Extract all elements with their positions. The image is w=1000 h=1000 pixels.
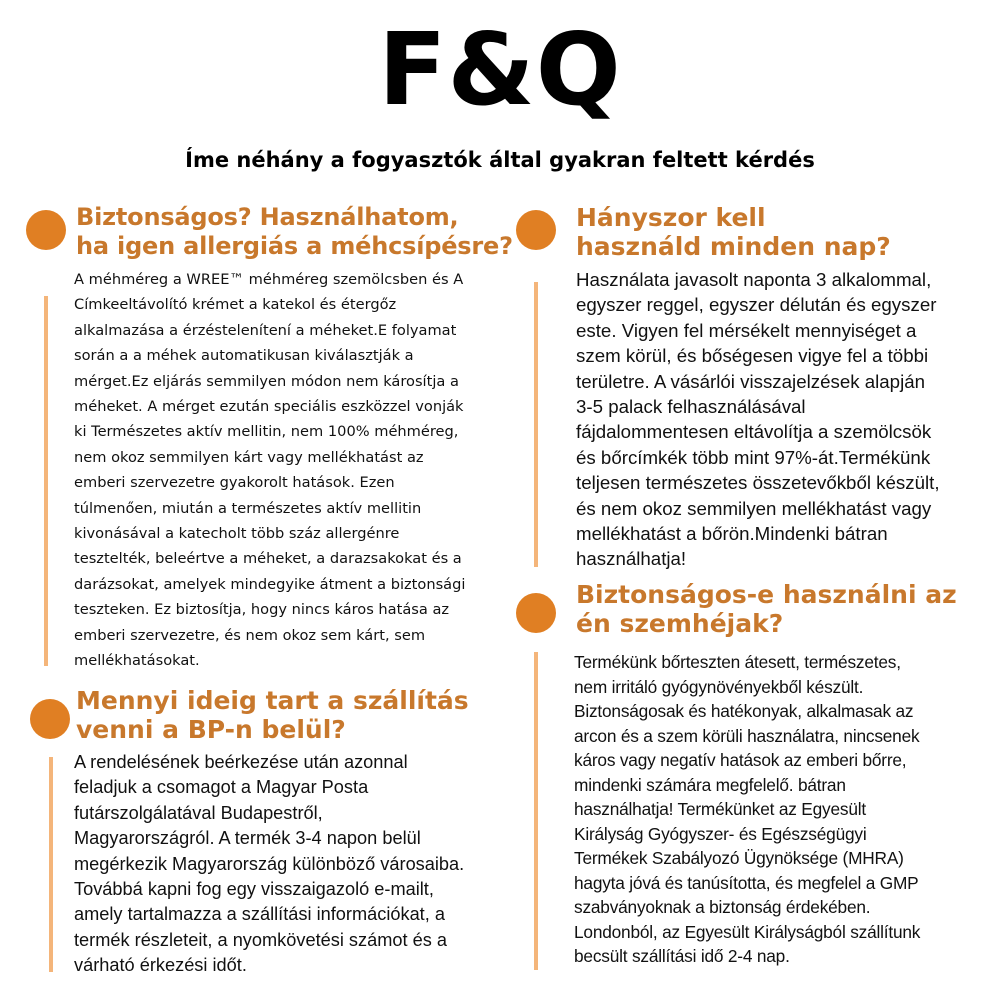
answer-line: termék részleteit, a nyomkövetési számot és a: [74, 929, 447, 950]
page-subtitle: Íme néhány a fogyasztók által gyakran feltett kérdés: [185, 148, 815, 172]
answer-line: túlmenően, miután a természetes aktív mellitin: [74, 499, 422, 517]
answer-line: futárszolgálatával Budapestről,: [74, 802, 323, 823]
answer-line: arcon és a szem körüli használatra, nincsenek: [574, 725, 920, 746]
answer-line: feladjuk a csomagot a Magyar Posta: [74, 777, 369, 798]
answer-line: Termékünk bőrteszten átesett, természetes,: [574, 652, 901, 672]
answer-line: területre. A vásárlói visszajelzések alapján: [576, 370, 926, 392]
answer-line: mellékhatásokat.: [74, 652, 200, 670]
answer-line: Londonból, az Egyesült Királyságból szállítunk: [574, 921, 921, 942]
answer-line: során a a méhek automatikusan kiválasztják a: [74, 347, 414, 365]
faq-question-2: [576, 203, 891, 261]
answer-line: Biztonságosak és hatékonyak, alkalmasak az: [574, 701, 914, 721]
answer-line: ki Természetes aktív mellitin, nem 100% méhméreg,: [74, 423, 459, 441]
accent-bar: [534, 282, 538, 567]
answer-line: és nem okoz semmilyen mellékhatást vagy: [576, 497, 932, 519]
bullet-dot-icon: [516, 210, 556, 250]
answer-line: egyszer reggel, egyszer délután és egyszer: [576, 294, 937, 316]
answer-line: Magyarországról. A termék 3-4 napon belül: [74, 828, 421, 849]
question-line: Biztonságos-e használni az: [576, 580, 957, 609]
bullet-dot-icon: [26, 210, 66, 250]
answer-line: megérkezik Magyarország különböző városaiba.: [74, 853, 465, 874]
answer-line: szabványoknak a biztonság érdekében.: [574, 897, 871, 917]
question-line: én szemhéjak?: [576, 609, 784, 638]
question-line: Mennyi ideig tart a szállítás: [76, 686, 469, 715]
answer-line: fájdalommentesen eltávolítja a szemölcsök: [576, 421, 932, 443]
answer-line: Továbbá kapni fog egy visszaigazoló e-mailt,: [74, 879, 434, 900]
answer-line: használhatja! Termékünket az Egyesült: [574, 799, 866, 819]
faq-answer-2: [576, 267, 996, 572]
bullet-dot-icon: [516, 593, 556, 633]
question-line: Biztonságos? Használhatom,: [76, 203, 459, 231]
answer-line: szem körül, és bőségesen vigye fel a többi: [576, 345, 929, 367]
answer-line: Királyság Gyógyszer- és Egészségügyi: [574, 823, 867, 844]
answer-line: nem irritáló gyógynövényekből készült.: [574, 676, 864, 697]
answer-line: mindenki számára megfelelő. bátran: [574, 774, 846, 795]
page-title: F&Q: [378, 11, 622, 128]
faq-question-1: [76, 203, 513, 261]
accent-bar: [44, 296, 48, 666]
question-line: venni a BP-n belül?: [76, 715, 346, 744]
question-line: ha igen allergiás a méhcsípésre?: [76, 232, 513, 260]
answer-line: várható érkezési időt.: [74, 955, 247, 976]
answer-line: emberi szervezetre gyakorolt hatások. Ezen: [74, 474, 395, 492]
answer-line: 3-5 palack felhasználásával: [576, 396, 806, 418]
answer-line: használhatja!: [576, 548, 687, 570]
answer-line: méheket. A mérget ezután speciális eszközzel vonják: [74, 398, 464, 416]
faq-answer-3: [574, 650, 994, 969]
answer-line: darázsokat, amelyek mindegyike átment a biztonsági: [74, 575, 466, 593]
answer-line: és bőrcímkék több mint 97%-át.Termékünk: [576, 446, 931, 468]
answer-line: A méhméreg a WREE™ méhméreg szemölcsben és A: [74, 271, 464, 288]
faq-answer-1: [74, 267, 534, 674]
answer-line: Termékek Szabályozó Ügynöksége (MHRA): [574, 848, 904, 868]
answer-line: kivonásával a katecholt több száz allergénre: [74, 525, 400, 543]
question-line: Hányszor kell: [576, 203, 766, 232]
answer-line: alkalmazása a érzéstelenítení a méheket.E folyamat: [74, 321, 457, 339]
answer-line: emberi szervezetre, és nem okoz sem kárt, sem: [74, 626, 426, 644]
answer-line: este. Vigyen fel mérsékelt mennyiséget a: [576, 319, 917, 341]
answer-line: Címkeeltávolító krémet a katekol és étergőz: [74, 296, 397, 314]
answer-line: mellékhatást a bőrön.Mindenki bátran: [576, 523, 888, 545]
answer-line: becsült szállítási idő 2-4 nap.: [574, 946, 790, 966]
answer-line: amely tartalmazza a szállítási információkat, a: [74, 904, 445, 925]
bullet-dot-icon: [30, 699, 70, 739]
answer-line: teljesen természetes összetevőkből készült,: [576, 472, 940, 494]
faq-answer-4: [74, 750, 544, 979]
answer-line: teszteken. Ez biztosítja, hogy nincs káros hatása az: [74, 601, 450, 619]
answer-line: A rendelésének beérkezése után azonnal: [74, 752, 408, 772]
answer-line: Használata javasolt naponta 3 alkalommal,: [576, 269, 932, 290]
answer-line: nem okoz semmilyen kárt vagy mellékhatást az: [74, 448, 424, 466]
faq-question-4: [76, 686, 469, 744]
question-line: használd minden nap?: [576, 232, 891, 261]
answer-line: tesztelték, beleértve a méheket, a darazsakokat és a: [74, 550, 462, 568]
faq-question-3: [576, 580, 957, 638]
answer-line: hagyta jóvá és tanúsította, és megfelel a GMP: [574, 872, 919, 893]
answer-line: mérget.Ez eljárás semmilyen módon nem károsítja a: [74, 372, 459, 390]
accent-bar: [49, 757, 53, 972]
answer-line: káros vagy negatív hatások az emberi bőrre,: [574, 750, 907, 770]
